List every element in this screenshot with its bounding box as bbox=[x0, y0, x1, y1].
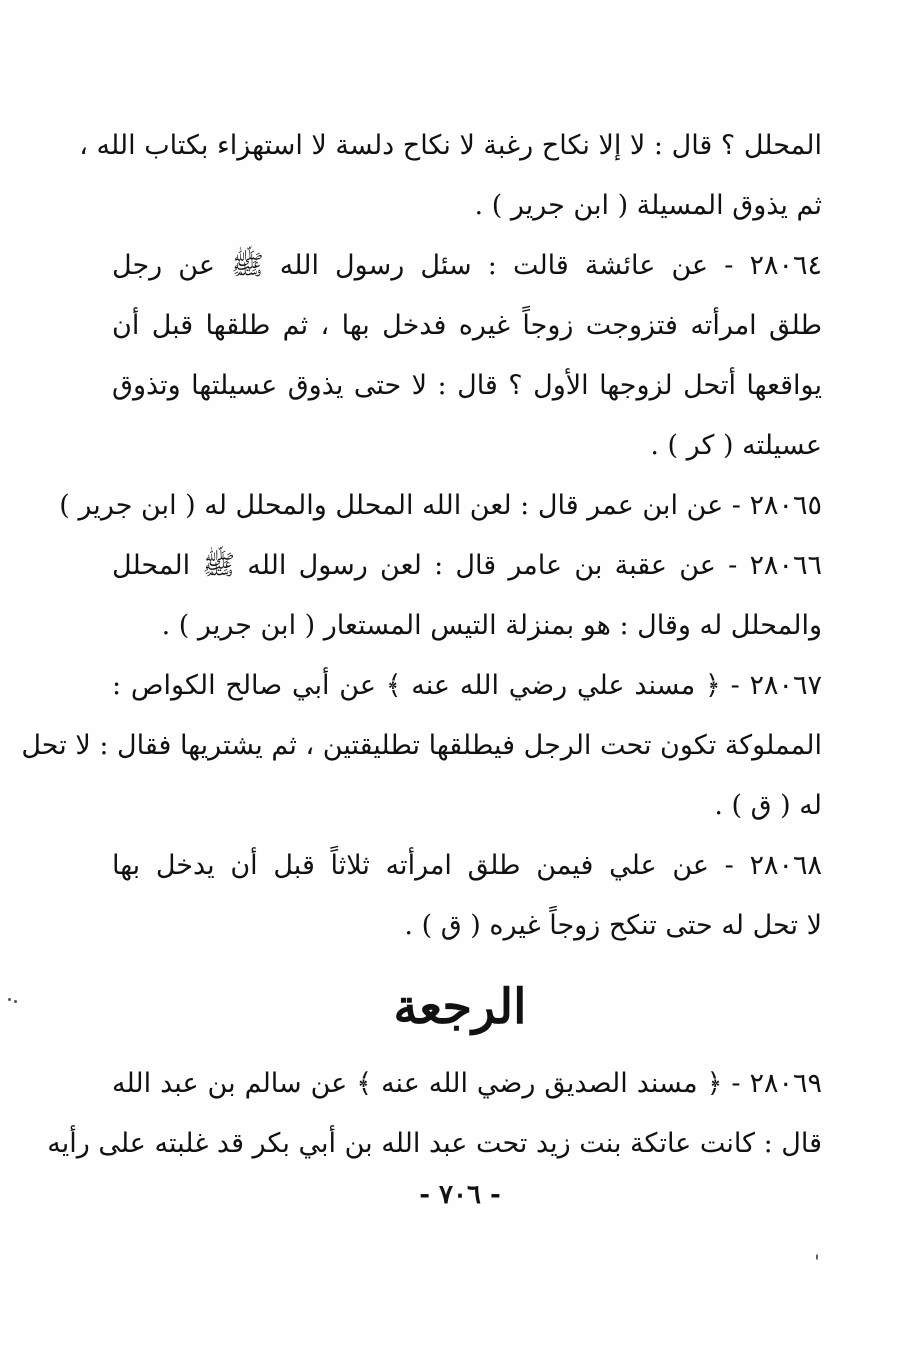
hadith-28067-line: ٢٨٠٦٧ - ﴿ مسند علي رضي الله عنه ﴾ عن أبي صالح الكواص : bbox=[112, 670, 822, 701]
text-line: لا تحل له حتى تنكح زوجاً غيره ( ق ) . bbox=[404, 910, 822, 941]
text-line: قال : كانت عاتكة بنت زيد تحت عبد الله بن أبي بكر قد غلبته على رأيه bbox=[47, 1128, 822, 1159]
text-line: له ( ق ) . bbox=[714, 790, 822, 821]
text-line: ثم يذوق المسيلة ( ابن جرير ) . bbox=[474, 190, 822, 221]
scan-speck bbox=[8, 998, 11, 1001]
main-text-block bbox=[21, 116, 822, 956]
hadith-28066-line: ٢٨٠٦٦ - عن عقبة بن عامر قال : لعن رسول الله ﷺ المحلل bbox=[112, 550, 822, 581]
text-line: المملوكة تكون تحت الرجل فيطلقها تطليقتين ، ثم يشتريها فقال : لا تحل bbox=[21, 730, 822, 761]
hadith-28065-line: ٢٨٠٦٥ - عن ابن عمر قال : لعن الله المحلل والمحلل له ( ابن جرير ) bbox=[59, 490, 822, 521]
text-line: والمحلل له وقال : هو بمنزلة التيس المستعار ( ابن جرير ) . bbox=[161, 610, 822, 641]
scan-speck bbox=[14, 1000, 17, 1003]
continuation-text-block bbox=[47, 1054, 822, 1174]
hadith-28069-line: ٢٨٠٦٩ - ﴿ مسند الصديق رضي الله عنه ﴾ عن سالم بن عبد الله bbox=[112, 1068, 822, 1099]
section-heading: الرجعة bbox=[393, 979, 527, 1035]
page-number: - ٧٠٦ - bbox=[419, 1180, 501, 1210]
hadith-28064-line: ٢٨٠٦٤ - عن عائشة قالت : سئل رسول الله ﷺ عن رجل bbox=[112, 250, 822, 281]
text-line: طلق امرأته فتزوجت زوجاً غيره فدخل بها ، ثم طلقها قبل أن bbox=[112, 310, 822, 341]
text-line: يواقعها أتحل لزوجها الأول ؟ قال : لا حتى يذوق عسيلتها وتذوق bbox=[112, 370, 822, 401]
text-line: عسيلته ( كر ) . bbox=[650, 430, 822, 461]
hadith-28068-line: ٢٨٠٦٨ - عن علي فيمن طلق امرأته ثلاثاً قبل أن يدخل بها bbox=[112, 850, 822, 881]
text-line: المحلل ؟ قال : لا إلا نكاح رغبة لا نكاح دلسة لا استهزاء بكتاب الله ، bbox=[79, 130, 822, 161]
scan-speck bbox=[816, 1254, 818, 1260]
